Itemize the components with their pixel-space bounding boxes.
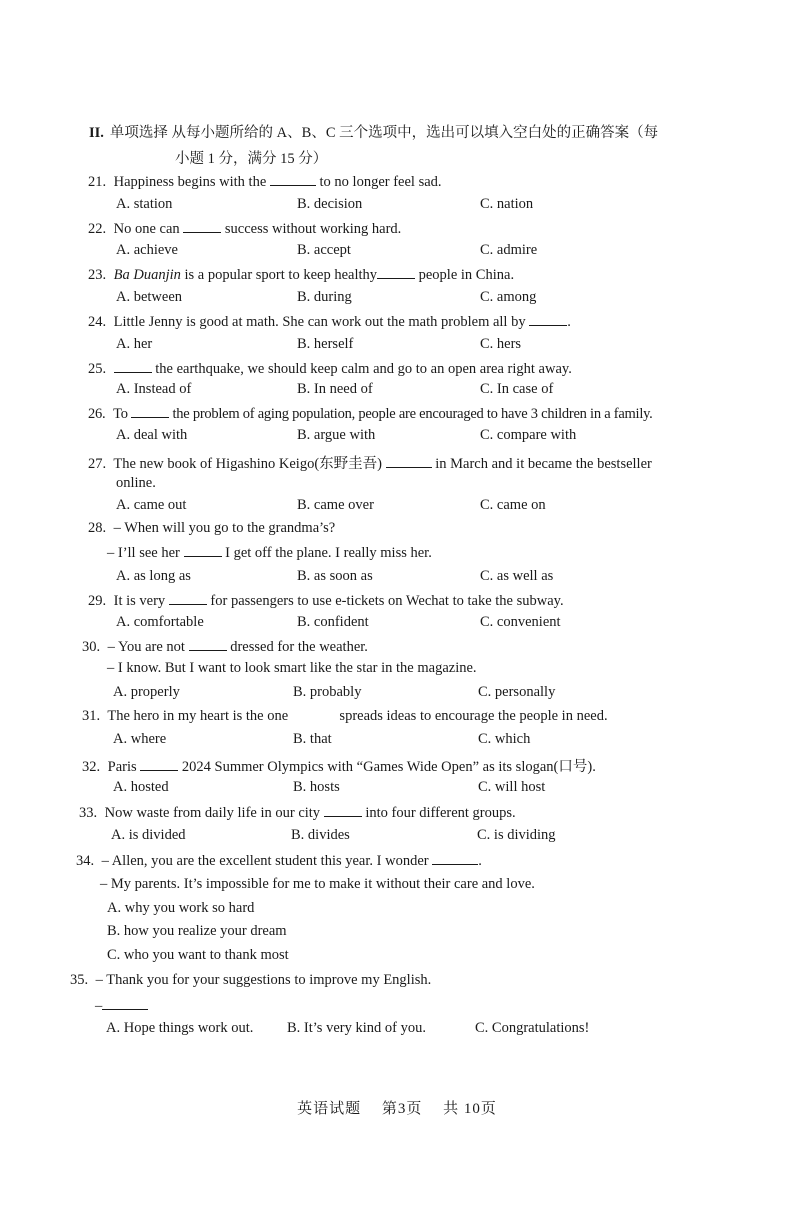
question-23-options: [0, 289, 794, 311]
answer-blank: [131, 404, 169, 418]
option-c: C. convenient: [480, 614, 561, 630]
option-b: B. how you realize your dream: [107, 923, 287, 939]
option-a: A. properly: [113, 684, 180, 700]
question-22-stem: 22. No one can success without working hard.: [88, 221, 402, 237]
option-a: A. deal with: [116, 427, 188, 443]
option-c: C. Congratulations!: [475, 1020, 590, 1036]
footer-subject: 英语试题: [297, 1101, 362, 1117]
answer-blank: [432, 851, 478, 865]
section-instruction-cont: 小题 1 分，满分 15 分）: [175, 151, 328, 167]
question-35-reply: –: [95, 996, 148, 1015]
option-c: C. as well as: [480, 568, 554, 584]
option-a: A. came out: [116, 497, 187, 513]
option-b: B. confident: [297, 614, 369, 630]
option-b: B. divides: [291, 827, 350, 843]
option-b: B. decision: [297, 196, 363, 212]
answer-blank: [270, 172, 316, 186]
question-31-options: [0, 731, 794, 753]
option-a: A. her: [116, 336, 153, 352]
option-c: C. will host: [478, 779, 546, 795]
question-26-stem: 26. To the problem of aging population, people are encouraged to have 3 children in a family.: [88, 406, 653, 422]
question-28-reply: – I’ll see her I get off the plane. I really miss her.: [107, 545, 432, 561]
answer-blank: [102, 996, 148, 1010]
option-b: B. It’s very kind of you.: [287, 1020, 426, 1036]
question-21-stem: 21. Happiness begins with the to no longer feel sad.: [88, 174, 442, 190]
footer-total: 共 10页: [443, 1101, 497, 1117]
option-a: A. achieve: [116, 242, 178, 258]
answer-blank: [183, 219, 221, 233]
question-30-reply: – I know. But I want to look smart like the star in the magazine.: [107, 660, 477, 676]
question-34-reply: – My parents. It’s impossible for me to make it without their care and love.: [100, 876, 535, 892]
option-a: A. station: [116, 196, 173, 212]
question-27-options: [0, 497, 794, 519]
answer-blank: [529, 312, 567, 326]
option-b: B. accept: [297, 242, 351, 258]
question-27-stem-cont: online.: [116, 475, 156, 491]
question-35-options: [0, 1020, 794, 1042]
option-c: C. among: [480, 289, 537, 305]
answer-blank: [189, 637, 227, 651]
option-a: A. why you work so hard: [107, 900, 255, 916]
option-c: C. compare with: [480, 427, 577, 443]
section-title: 单项选择: [109, 125, 168, 141]
question-27-stem: 27. The new book of Higashino Keigo(东野圭吾) in March and it became the bestseller: [88, 456, 652, 472]
answer-blank: [386, 454, 432, 468]
footer-page: 第3页: [381, 1101, 423, 1117]
option-c: C. hers: [480, 336, 522, 352]
option-c: C. is dividing: [477, 827, 556, 843]
option-b: B. hosts: [293, 779, 340, 795]
question-24-options: [0, 336, 794, 358]
option-b: B. as soon as: [297, 568, 373, 584]
question-30-options: [0, 684, 794, 706]
option-b: B. that: [293, 731, 332, 747]
question-26-options: [0, 427, 794, 449]
question-22-options: [0, 242, 794, 264]
option-a: A. between: [116, 289, 183, 305]
question-30-stem: 30. – You are not dressed for the weather.: [82, 639, 368, 655]
option-b: B. during: [297, 289, 352, 305]
option-a: A. Instead of: [116, 381, 192, 397]
question-33-options: [0, 827, 794, 849]
option-b: B. In need of: [297, 381, 373, 397]
option-c: C. which: [478, 731, 531, 747]
option-b: B. herself: [297, 336, 354, 352]
page-footer: [0, 1097, 794, 1118]
question-32-stem: 32. Paris 2024 Summer Olympics with “Games Wide Open” as its slogan(口号).: [82, 759, 596, 775]
question-24-stem: 24. Little Jenny is good at math. She can work out the math problem all by .: [88, 314, 571, 330]
option-a: A. is divided: [111, 827, 186, 843]
question-23-stem: 23. Ba Duanjin is a popular sport to keep healthy people in China.: [88, 267, 515, 283]
question-25-options: [0, 381, 794, 403]
option-a: A. comfortable: [116, 614, 204, 630]
question-28-options: [0, 568, 794, 590]
answer-blank: [169, 591, 207, 605]
answer-blank: [114, 359, 152, 373]
answer-blank: [140, 757, 178, 771]
section-number: II.: [89, 125, 104, 141]
option-a: A. Hope things work out.: [106, 1020, 254, 1036]
option-a: A. as long as: [116, 568, 191, 584]
option-c: C. personally: [478, 684, 556, 700]
option-c: C. admire: [480, 242, 538, 258]
section-header: [89, 120, 689, 172]
question-32-options: [0, 779, 794, 801]
option-b: B. came over: [297, 497, 374, 513]
section-instruction: 从每小题所给的 A、B、C 三个选项中，选出可以填入空白处的正确答案（每: [171, 125, 659, 141]
option-b: B. probably: [293, 684, 362, 700]
option-c: C. who you want to thank most: [107, 947, 289, 963]
question-25-stem: 25. the earthquake, we should keep calm and go to an open area right away.: [88, 361, 572, 377]
option-c: C. came on: [480, 497, 546, 513]
question-21-options: [0, 196, 794, 218]
answer-blank: [377, 265, 415, 279]
option-a: A. where: [113, 731, 167, 747]
question-28-stem: 28. – When will you go to the grandma’s?: [88, 520, 336, 536]
option-a: A. hosted: [113, 779, 169, 795]
option-b: B. argue with: [297, 427, 376, 443]
question-29-options: [0, 614, 794, 636]
question-29-stem: 29. It is very for passengers to use e-tickets on Wechat to take the subway.: [88, 593, 564, 609]
question-35-stem: 35. – Thank you for your suggestions to improve my English.: [70, 972, 432, 988]
question-33-stem: 33. Now waste from daily life in our city into four different groups.: [79, 805, 516, 821]
option-c: C. nation: [480, 196, 534, 212]
question-31-stem: 31. The hero in my heart is the one spreads ideas to encourage the people in need.: [82, 708, 608, 724]
answer-blank: [184, 543, 222, 557]
option-c: C. In case of: [480, 381, 554, 397]
answer-blank: [324, 803, 362, 817]
question-34-stem: 34. – Allen, you are the excellent student this year. I wonder .: [76, 853, 482, 869]
